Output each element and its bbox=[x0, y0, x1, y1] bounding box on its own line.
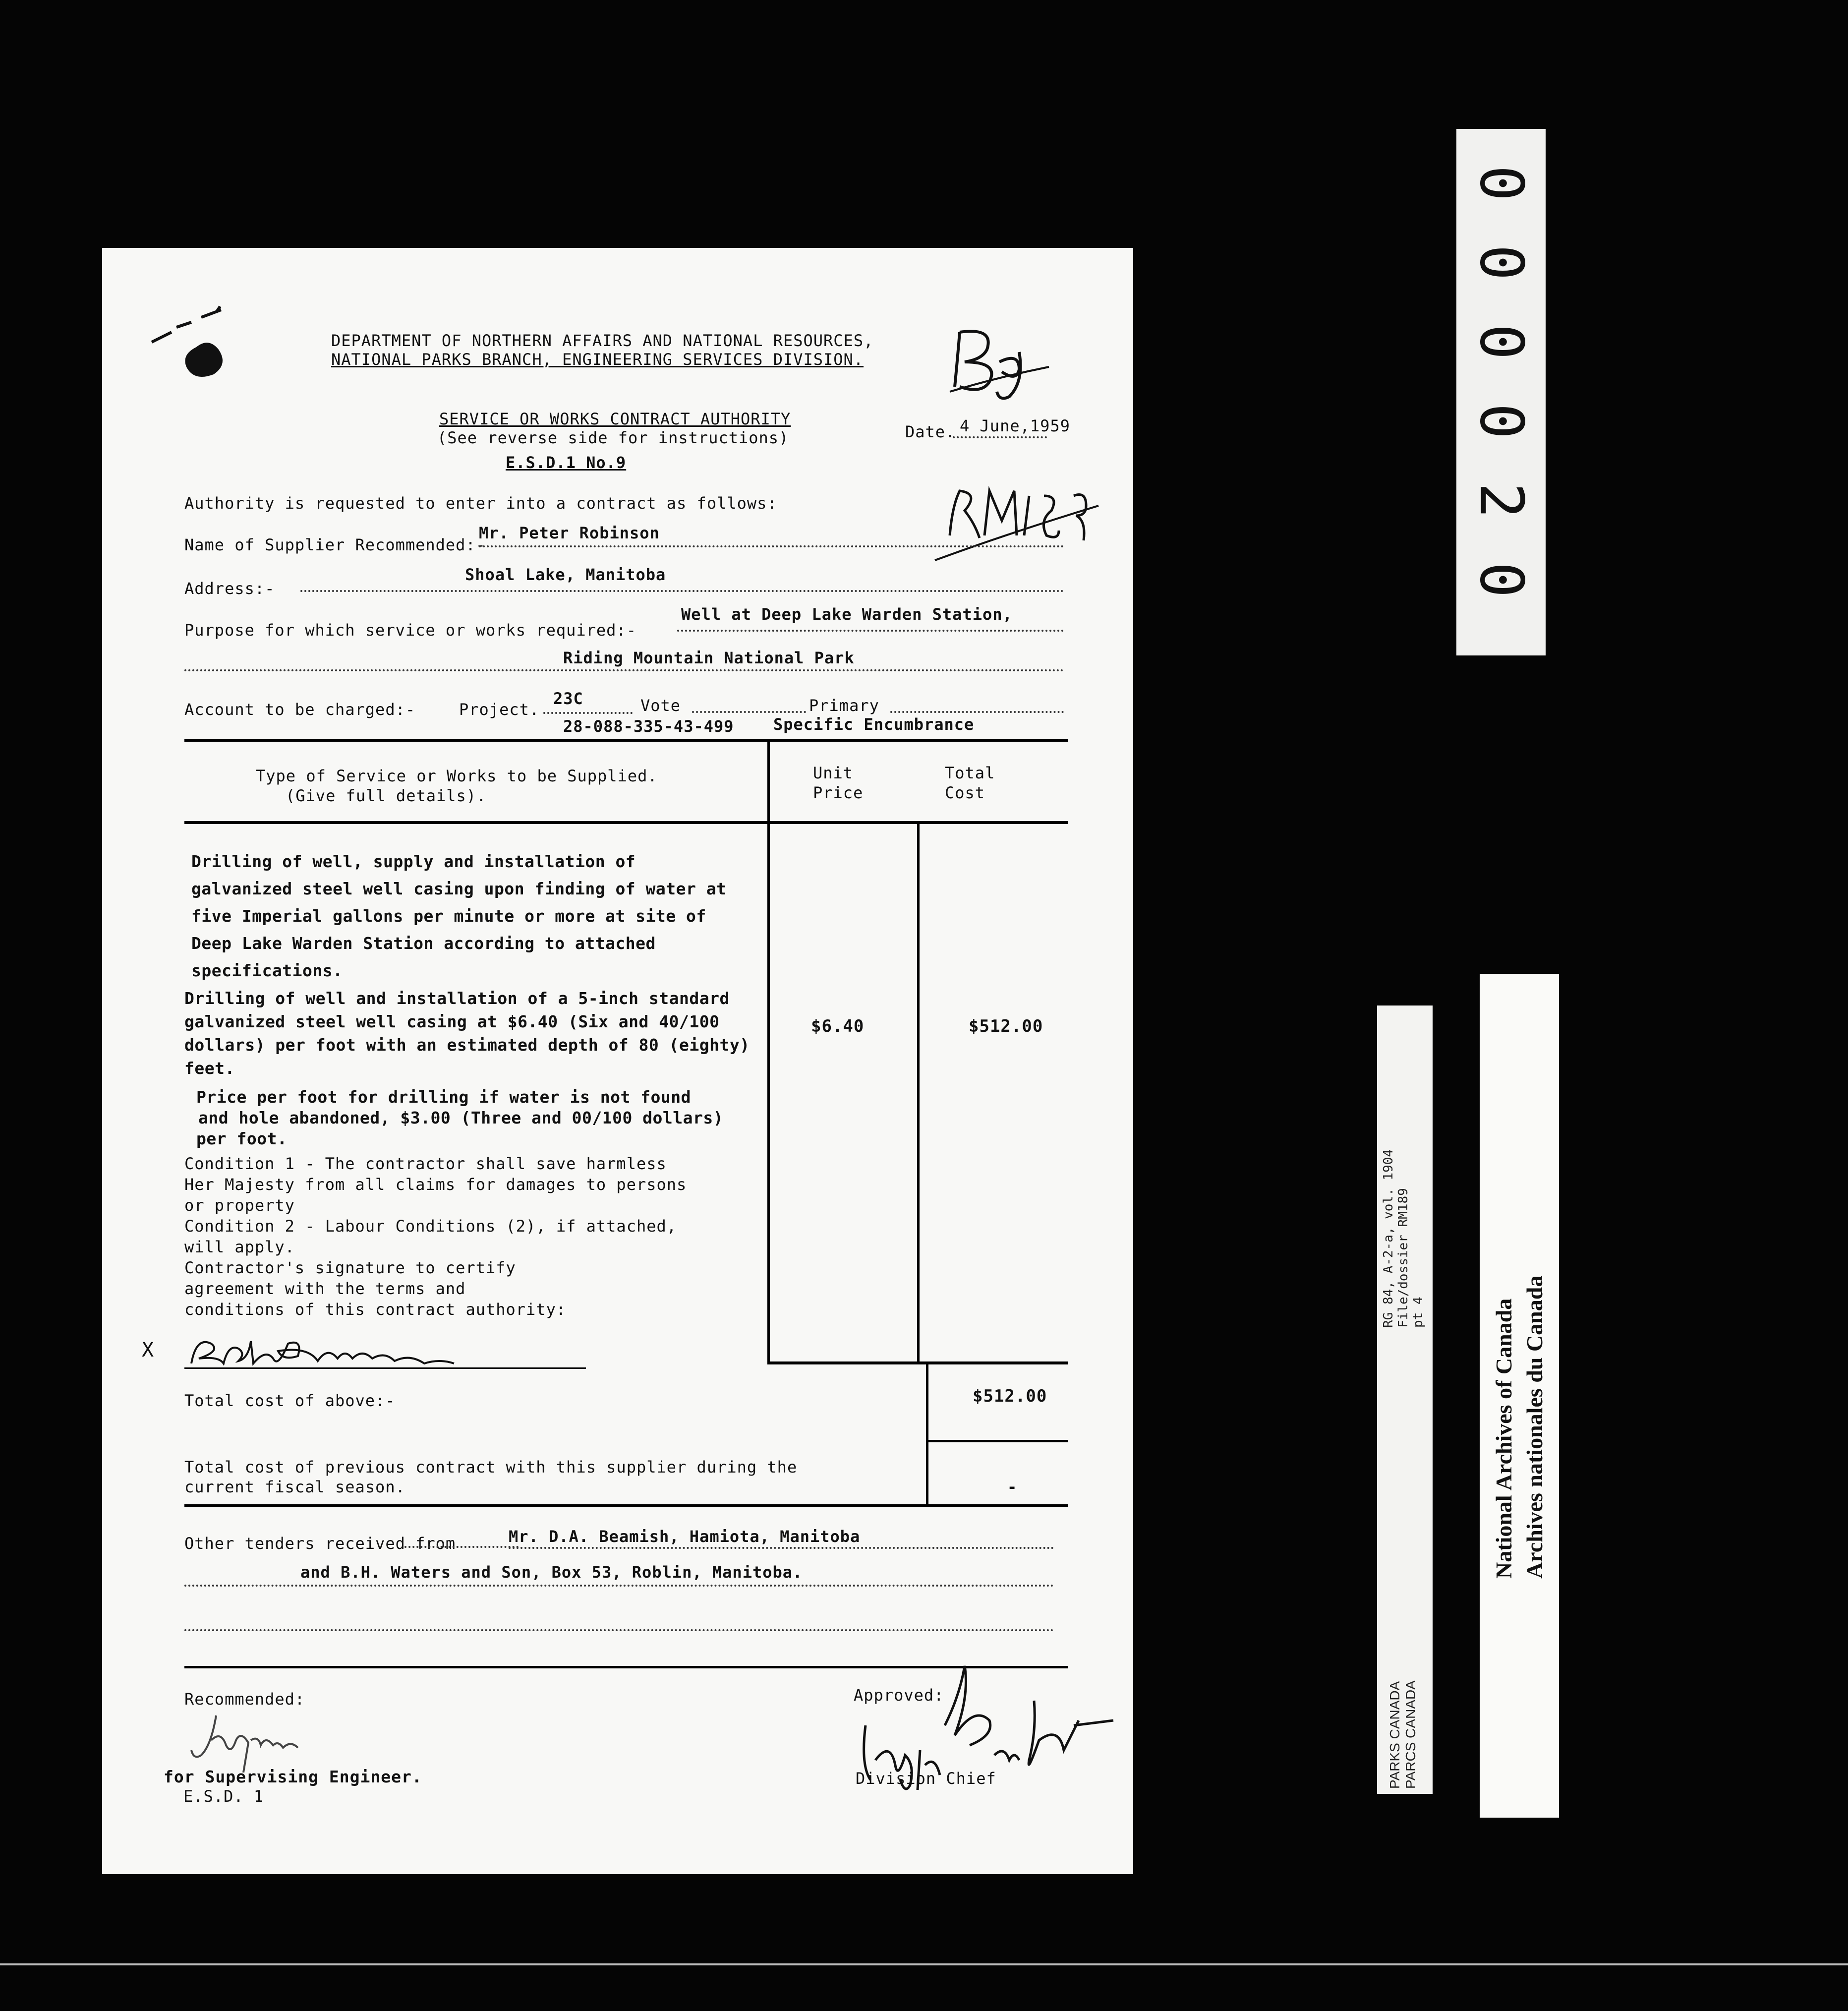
other-tenders-value-1: Mr. D.A. Beamish, Hamiota, Manitoba bbox=[509, 1527, 861, 1546]
other-tenders-label: Other tenders received from bbox=[184, 1534, 456, 1553]
national-archives-label bbox=[1480, 974, 1559, 1818]
project-label: Project. bbox=[459, 700, 540, 719]
supplier-value: Mr. Peter Robinson bbox=[479, 524, 660, 542]
parks-canada-en: PARKS CANADA bbox=[1387, 1681, 1402, 1789]
department-line-2: NATIONAL PARKS BRANCH, ENGINEERING SERVICES DIVISION. bbox=[331, 350, 864, 369]
contractor-signature bbox=[186, 1329, 553, 1378]
account-label: Account to be charged:- bbox=[184, 700, 416, 719]
archive-ref-line-1: RG 84, A-2-a, vol. 1904 bbox=[1381, 1149, 1396, 1328]
project-value: 23C bbox=[553, 689, 583, 708]
total-value: $512.00 bbox=[973, 1386, 1047, 1406]
division-chief-label: Division Chief bbox=[856, 1769, 996, 1788]
national-archives-fr: Archives nationales du Canada bbox=[1522, 1275, 1547, 1579]
bottom-rule bbox=[0, 1963, 1848, 1965]
table-header-unit-1: Unit bbox=[813, 764, 854, 782]
signature-mark: X bbox=[142, 1339, 155, 1361]
table-header-type-2: (Give full details). bbox=[286, 786, 487, 805]
primary-label: Primary bbox=[809, 696, 879, 715]
date-value: 4 June,1959 bbox=[960, 416, 1070, 435]
purpose-value-2: Riding Mountain National Park bbox=[563, 649, 855, 667]
form-subtitle: (See reverse side for instructions) bbox=[437, 428, 789, 447]
recommended-label: Recommended: bbox=[184, 1690, 305, 1709]
approved-label: Approved: bbox=[854, 1686, 944, 1705]
parks-canada-fr: PARCS CANADA bbox=[1403, 1680, 1418, 1789]
archive-ref-line-3: pt 4 bbox=[1411, 1297, 1426, 1328]
contract-authority-form bbox=[102, 248, 1133, 1874]
ink-blot bbox=[142, 297, 241, 387]
table-header-total-2: Cost bbox=[945, 783, 985, 802]
table-header-unit-2: Price bbox=[813, 783, 864, 802]
archive-reference-label bbox=[1377, 1006, 1433, 1794]
encumbrance: Specific Encumbrance bbox=[773, 715, 975, 734]
total-cost: $512.00 bbox=[969, 1016, 1043, 1036]
frame-digit: 0 bbox=[1466, 403, 1536, 439]
national-archives-en: National Archives of Canada bbox=[1491, 1298, 1516, 1579]
form-title: SERVICE OR WORKS CONTRACT AUTHORITY bbox=[439, 410, 791, 428]
other-tenders-value-2: and B.H. Waters and Son, Box 53, Roblin, Manitoba. bbox=[300, 1563, 803, 1582]
previous-value: - bbox=[1007, 1478, 1018, 1496]
frame-digit: 2 bbox=[1466, 482, 1536, 519]
intro-text: Authority is requested to enter into a contract as follows: bbox=[184, 494, 777, 513]
form-number: E.S.D.1 No.9 bbox=[506, 453, 627, 472]
table-header-type-1: Type of Service or Works to be Supplied. bbox=[256, 767, 658, 785]
purpose-value-1: Well at Deep Lake Warden Station, bbox=[681, 605, 1013, 624]
conditions-text: Condition 1 - The contractor shall save harmless Her Majesty from all claims for damages to persons or property Condition 2 - Labour Conditions (2), if attached, will apply. Contractor's signature to certify agreement with the terms and conditions of this contract authority: bbox=[184, 1154, 687, 1319]
address-label: Address:- bbox=[184, 579, 275, 598]
previous-label-2: current fiscal season. bbox=[184, 1478, 405, 1496]
recommended-signature bbox=[172, 1711, 330, 1770]
total-label: Total cost of above:- bbox=[184, 1391, 396, 1410]
frame-digit: 0 bbox=[1466, 324, 1536, 360]
detail-paragraph-3: Price per foot for drilling if water is not found and hole abandoned, $3.00 (Three and 00/100 dollars) per foot. bbox=[196, 1087, 724, 1148]
department-line-1: DEPARTMENT OF NORTHERN AFFAIRS AND NATIONAL RESOURCES, bbox=[331, 331, 874, 350]
supervising-engineer-label: for Supervising Engineer. bbox=[164, 1767, 422, 1786]
frame-digit: 0 bbox=[1466, 165, 1536, 201]
unit-price: $6.40 bbox=[811, 1016, 865, 1036]
frame-digit: 0 bbox=[1466, 562, 1536, 598]
detail-paragraph-1: Drilling of well, supply and installation of galvanized steel well casing upon finding of water at five Imperial gallons per minute or more at site of Deep Lake Warden Station according to attached specifications. bbox=[191, 852, 727, 980]
previous-label-1: Total cost of previous contract with this supplier during the bbox=[184, 1458, 798, 1477]
frame-counter-strip bbox=[1456, 129, 1546, 655]
supplier-label: Name of Supplier Recommended:- bbox=[184, 535, 486, 554]
purpose-label: Purpose for which service or works required:- bbox=[184, 621, 636, 640]
handwritten-initials bbox=[945, 322, 1074, 402]
account-code: 28-088-335-43-499 bbox=[563, 717, 734, 736]
footer-form-code: E.S.D. 1 bbox=[183, 1787, 264, 1806]
handwritten-file-number bbox=[930, 481, 1108, 565]
date-label: Date. bbox=[905, 422, 956, 441]
address-value: Shoal Lake, Manitoba bbox=[465, 565, 666, 584]
table-header-total-1: Total bbox=[945, 764, 995, 782]
archive-ref-line-2: File/dossier RM189 bbox=[1396, 1188, 1411, 1328]
detail-paragraph-2: Drilling of well and installation of a 5-inch standard galvanized steel well casing at $6.40 (Six and 40/100 dollars) per foot with an estimated depth of 80 (eighty) feet. bbox=[184, 989, 750, 1078]
frame-digit: 0 bbox=[1466, 244, 1536, 281]
vote-label: Vote bbox=[640, 696, 681, 715]
